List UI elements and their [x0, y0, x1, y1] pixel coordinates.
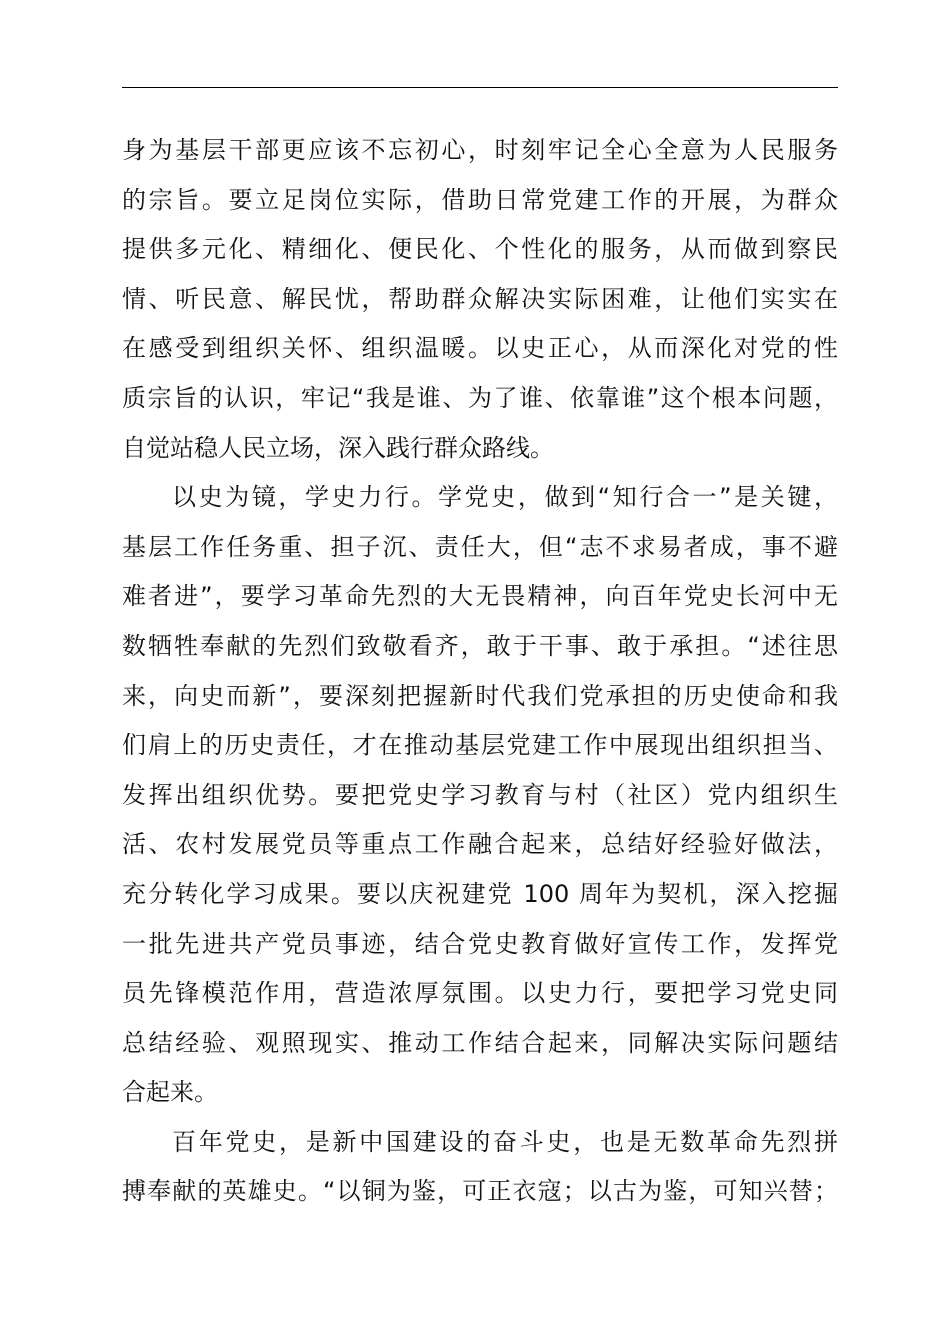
- text-line: 们肩上的历史责任，才在推动基层党建工作中展现出组织担当、: [122, 731, 838, 760]
- text-line: 自觉站稳人民立场，深入践行群众路线。: [122, 433, 554, 462]
- text-line: 质宗旨的认识，牢记“我是谁、为了谁、依靠谁”这个根本问题，: [122, 383, 838, 412]
- text-line: 在感受到组织关怀、组织温暖。以史正心，从而深化对党的性: [122, 334, 838, 363]
- text-line: 发挥出组织优势。要把党史学习教育与村（社区）党内组织生: [122, 780, 838, 809]
- text-line: 难者进”，要学习革命先烈的大无畏精神，向百年党史长河中无: [122, 582, 838, 611]
- text-line: 百年党史，是新中国建设的奋斗史，也是无数革命先烈拼: [172, 1127, 838, 1156]
- header-rule: [122, 87, 838, 88]
- text-line: 充分转化学习成果。要以庆祝建党 100 周年为契机，深入挖掘: [122, 879, 838, 908]
- text-line: 来，向史而新”，要深刻把握新时代我们党承担的历史使命和我: [122, 681, 838, 710]
- text-line: 基层工作任务重、担子沉、责任大，但“志不求易者成，事不避: [122, 532, 838, 561]
- text-line: 搏奉献的英雄史。“以铜为鉴，可正衣寇；以古为鉴，可知兴替；: [122, 1177, 838, 1206]
- text-line: 身为基层干部更应该不忘初心，时刻牢记全心全意为人民服务: [122, 136, 838, 164]
- text-line: 员先锋模范作用，营造浓厚氛围。以史力行，要把学习党史同: [122, 979, 838, 1008]
- text-line: 总结经验、观照现实、推动工作结合起来，同解决实际问题结: [122, 1028, 838, 1057]
- text-line: 以史为镜，学史力行。学党史，做到“知行合一”是关键，: [172, 483, 838, 512]
- text-line: 一批先进共产党员事迹，结合党史教育做好宣传工作，发挥党: [122, 929, 838, 958]
- text-line: 数牺牲奉献的先烈们致敬看齐，敢于干事、敢于承担。“述往思: [122, 631, 838, 660]
- text-line: 合起来。: [122, 1078, 218, 1107]
- text-line: 活、农村发展党员等重点工作融合起来，总结好经验好做法，: [122, 830, 838, 859]
- text-line: 提供多元化、精细化、便民化、个性化的服务，从而做到察民: [122, 235, 838, 264]
- text-line: 情、听民意、解民忧，帮助群众解决实际困难，让他们实实在: [122, 284, 838, 313]
- text-line: 的宗旨。要立足岗位实际，借助日常党建工作的开展，为群众: [122, 185, 838, 214]
- document-body: [122, 126, 862, 1217]
